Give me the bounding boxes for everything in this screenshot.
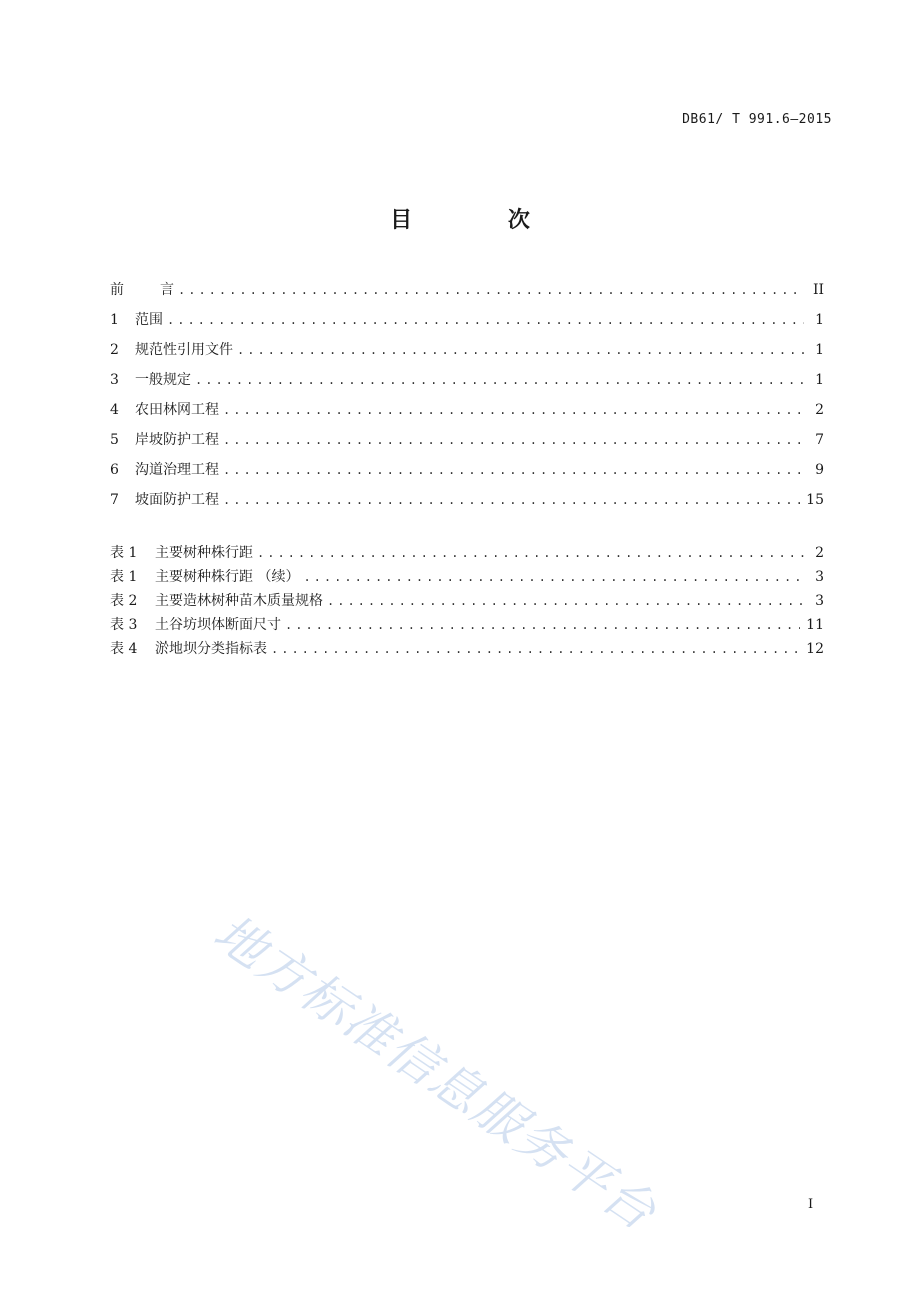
dot-leader [237,340,804,360]
toc-table-number: 表 4 [110,641,138,657]
toc-table-entry[interactable] [110,568,824,592]
dot-leader [285,616,800,634]
toc-entry-general-provisions[interactable] [110,370,824,400]
toc-entry-number: 2 [110,342,119,358]
toc-table-entry[interactable] [110,592,824,616]
dot-leader [167,310,804,330]
dot-leader [257,544,804,562]
dot-leader [195,370,804,390]
document-code: DB61/ T 991.6—2015 [682,112,832,127]
toc-table-label: 淤地坝分类指标表 [155,641,267,657]
toc-table-number: 表 1 [110,569,138,585]
toc-entry-number: 7 [110,492,119,508]
toc-table-page: 2 [815,545,824,561]
toc-entry-label: 一般规定 [135,372,191,388]
toc-entry-page: 15 [806,492,824,508]
toc-entry-number: 3 [110,372,119,388]
toc-table-number: 表 2 [110,593,138,609]
dot-leader [327,592,804,610]
toc-entry-page: 2 [815,402,824,418]
toc-entry-label: 言 [160,282,174,298]
dot-leader [271,640,800,658]
page-number: I [808,1197,814,1212]
toc-entry-label: 范围 [135,312,163,328]
toc-entry-farmland-forest-network[interactable] [110,400,824,430]
dot-leader [223,490,800,510]
toc-table-label: 主要树种株行距 （续） [155,569,300,585]
toc-entry-label: 坡面防护工程 [135,492,219,508]
toc-entry-page: II [812,282,824,298]
toc-entry-number: 前 [110,282,124,298]
toc-entry-foreword[interactable] [110,280,824,310]
toc-entry-number: 4 [110,402,119,418]
dot-leader [223,400,804,420]
toc-entry-label: 农田林网工程 [135,402,219,418]
toc-table-page: 3 [815,593,824,609]
toc-entry-label: 规范性引用文件 [135,342,233,358]
toc-entry-slope-protection[interactable] [110,490,824,520]
page-title: 目 次 [390,207,574,233]
dot-leader [178,280,804,300]
toc-table-page: 3 [815,569,824,585]
toc-table-label: 土谷坊坝体断面尺寸 [155,617,281,633]
toc-entry-label: 岸坡防护工程 [135,432,219,448]
toc-table-entry[interactable] [110,640,824,664]
toc-tables [110,544,824,664]
toc-table-page: 11 [806,617,824,633]
toc-entry-page: 1 [815,312,824,328]
toc-entry-label: 沟道治理工程 [135,462,219,478]
toc-table-page: 12 [806,641,824,657]
toc-entry-page: 1 [815,342,824,358]
dot-leader [303,568,804,586]
toc-table-label: 主要造林树种苗木质量规格 [155,593,323,609]
toc-entry-page: 7 [815,432,824,448]
toc-entry-gully-control[interactable] [110,460,824,490]
toc-entry-bank-protection[interactable] [110,430,824,460]
toc-entry-number: 6 [110,462,119,478]
toc-entry-page: 1 [815,372,824,388]
dot-leader [223,430,804,450]
toc-table-entry[interactable] [110,544,824,568]
toc-entry-normative-references[interactable] [110,340,824,370]
toc-entry-number: 1 [110,312,119,328]
toc-entry-scope[interactable] [110,310,824,340]
toc-table-number: 表 1 [110,545,138,561]
dot-leader [223,460,804,480]
toc-entry-page: 9 [815,462,824,478]
toc-table-label: 主要树种株行距 [155,545,253,561]
watermark: 地方标准信息服务平台 [203,903,668,1243]
toc-entry-number: 5 [110,432,119,448]
toc-table-entry[interactable] [110,616,824,640]
toc-sections [110,280,824,520]
toc-table-number: 表 3 [110,617,138,633]
